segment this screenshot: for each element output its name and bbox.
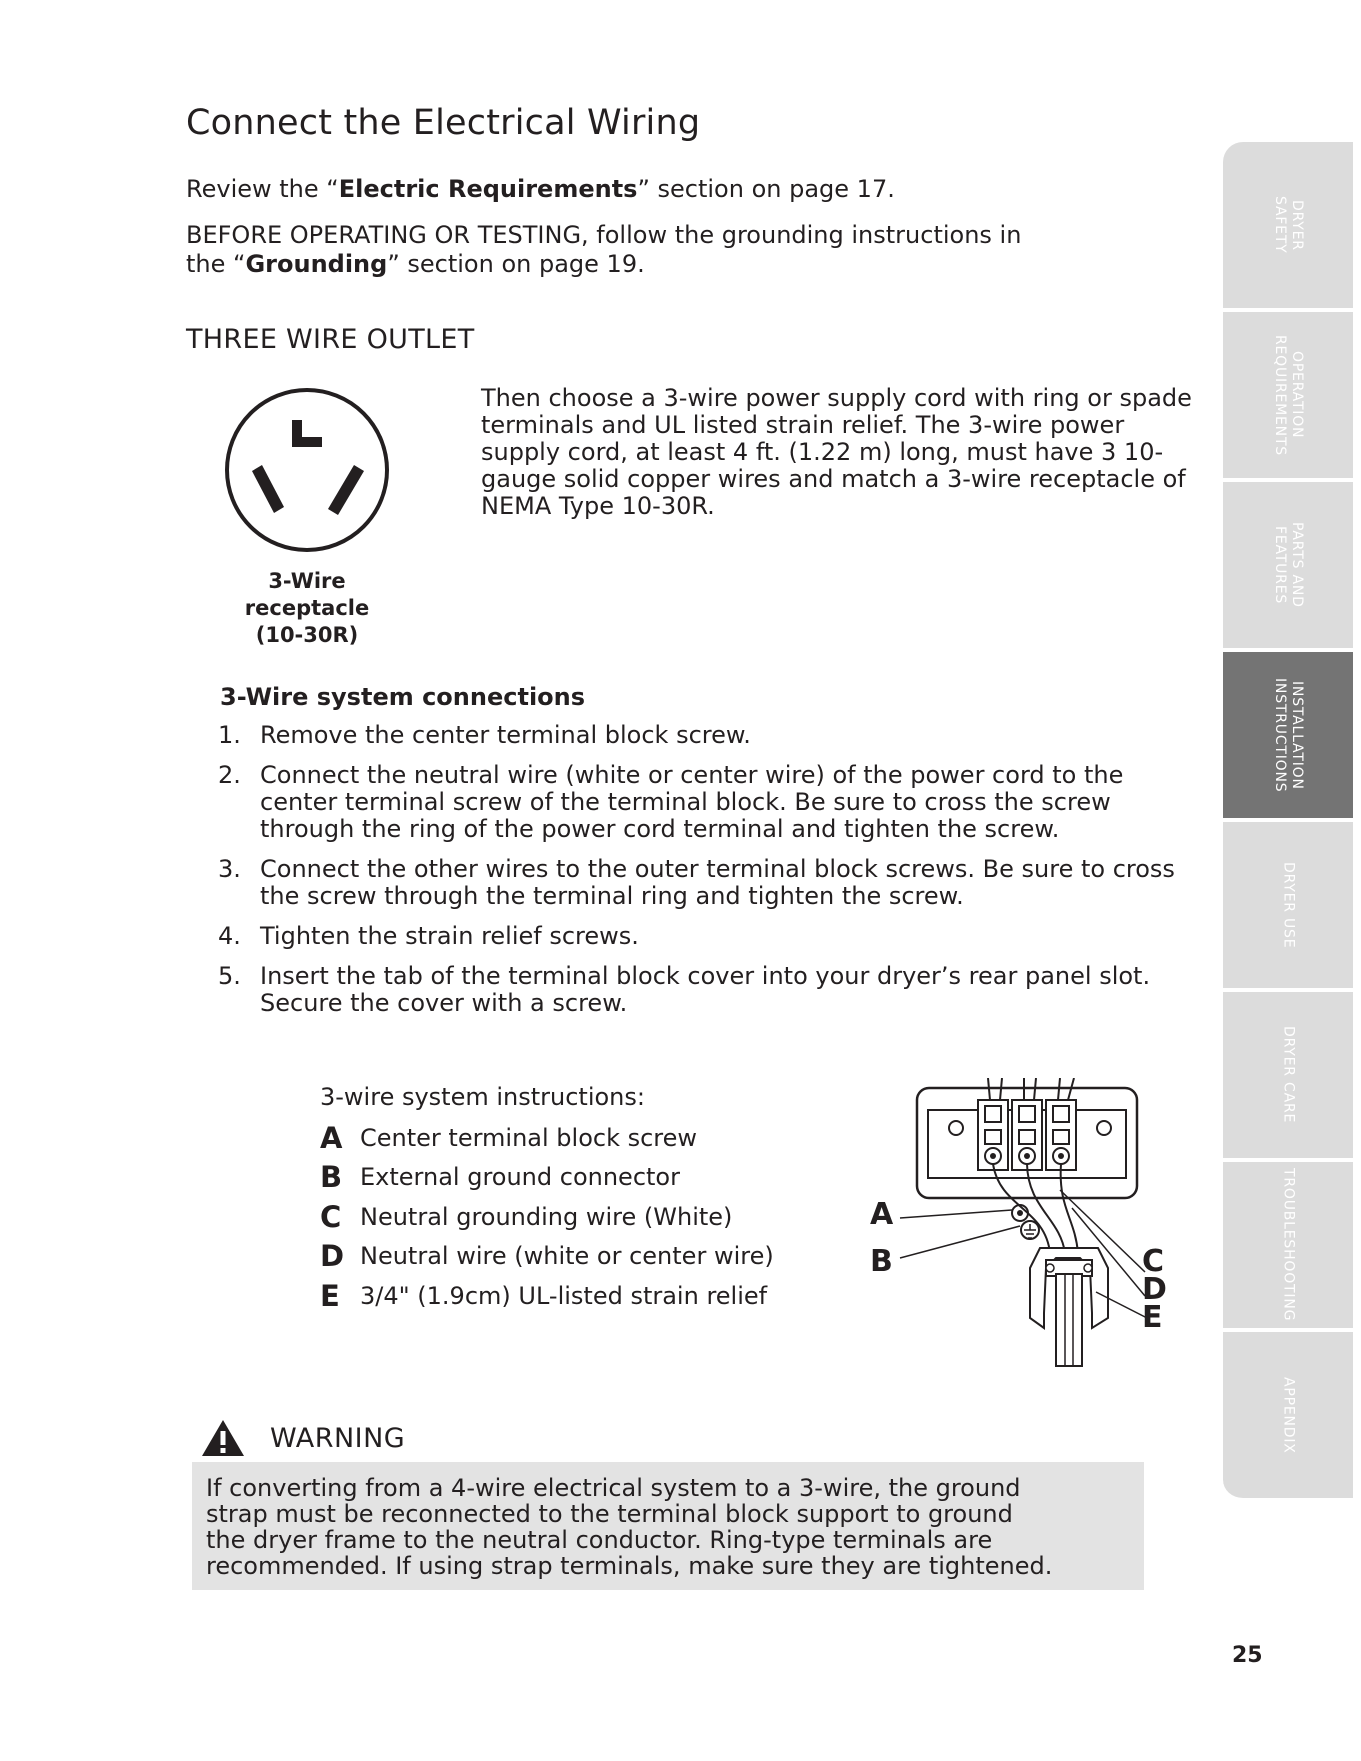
warning-label: WARNING [270,1422,406,1454]
tab-operation-requirements[interactable] [1223,312,1353,480]
legend-item [320,1118,840,1158]
review-text-before: Review the “ [186,175,339,203]
diagram-label-b: B [870,1244,893,1279]
legend-item [320,1237,840,1277]
legend-letter: E [320,1278,340,1313]
step-number: 3. [218,855,241,883]
legend-letter: C [320,1199,342,1234]
tab-dryer-use[interactable] [1223,822,1353,990]
three-wire-receptacle-icon [222,385,392,555]
legend-text: Neutral wire (white or center wire) [360,1242,774,1271]
legend-text: Center terminal block screw [360,1123,698,1152]
tab-label: APPENDIX [1280,1376,1297,1454]
section-tabs [1223,142,1353,1502]
wiring-legend [320,1082,840,1316]
tab-troubleshooting[interactable] [1223,1162,1353,1330]
legend-item [320,1197,840,1237]
step-text: Tighten the strain relief screws. [260,922,639,950]
receptacle-caption [210,568,404,649]
electric-requirements-link: Electric Requirements [338,175,638,203]
diagram-label-e: E [1142,1300,1163,1335]
diagram-label-d: D [1142,1272,1167,1307]
legend-letter: B [320,1160,343,1195]
warning-line: the dryer frame to the neutral conductor. Ring-type terminals are [206,1526,993,1554]
tab-appendix[interactable] [1223,1332,1353,1500]
grounding-ref: Grounding [245,250,388,278]
tab-parts-and-features[interactable] [1223,482,1353,650]
tab-label: TROUBLESHOOTING [1280,1168,1297,1322]
warning-line: recommended. If using strap terminals, make sure they are tightened. [206,1552,1053,1580]
before-operating-line: BEFORE OPERATING OR TESTING, follow the grounding instructions in [186,221,1022,249]
grounding-prefix: the “ [186,250,246,278]
warning-box [192,1462,1144,1590]
terminal-block-diagram [860,1078,1190,1368]
before-operating-paragraph [186,221,1146,279]
list-item [218,762,1198,843]
legend-text: 3/4" (1.9cm) UL-listed strain relief [360,1281,768,1310]
warning-triangle-icon [200,1418,246,1458]
warning-line: If converting from a 4-wire electrical system to a 3-wire, the ground [206,1474,1021,1502]
step-text: Connect the other wires to the outer terminal block screws. Be sure to cross the screw through the terminal ring and tighten the screw. [260,855,1175,910]
three-wire-outlet-heading: THREE WIRE OUTLET [186,324,475,355]
list-item [218,722,1198,749]
page-title: Connect the Electrical Wiring [186,103,701,143]
list-item [218,963,1198,1017]
legend-title: 3-wire system instructions: [320,1083,645,1111]
step-text: Insert the tab of the terminal block cover into your dryer’s rear panel slot. Secure the cover with a screw. [260,962,1151,1017]
tab-dryer-safety[interactable] [1223,142,1353,310]
tab-label: DRYER SAFETY [1272,196,1305,254]
legend-text: External ground connector [360,1163,680,1192]
legend-letter: D [320,1239,345,1274]
diagram-label-c: C [1142,1244,1165,1279]
tab-label: OPERATION REQUIREMENTS [1272,334,1305,456]
grounding-after: ” section on page 19. [387,250,645,278]
step-text: Connect the neutral wire (white or center wire) of the power cord to the center terminal screw of the terminal block. Be sure to cross the screw through the ring of the power cord terminal and tighten the screw. [260,761,1124,843]
review-text-after: ” section on page 17. [637,175,895,203]
step-text: Remove the center terminal block screw. [260,721,751,749]
tab-label: INSTALLATION INSTRUCTIONS [1272,677,1305,793]
warning-header [200,1418,405,1458]
step-number: 4. [218,922,241,950]
caption-line: (10-30R) [255,623,359,647]
tab-label: PARTS AND FEATURES [1272,522,1305,608]
steps-list [218,722,1198,1030]
legend-letter: A [320,1120,343,1155]
legend-text: Neutral grounding wire (White) [360,1202,733,1231]
diagram-label-a: A [870,1197,894,1232]
legend-item [320,1276,840,1316]
legend-item [320,1158,840,1198]
list-item [218,923,1198,950]
step-number: 1. [218,721,241,749]
power-cord-intro: Then choose a 3-wire power supply cord with ring or spade terminals and UL listed strain relief. The 3-wire power supply cord, at least 4 ft. (1.22 m) long, must have 3 10-gauge solid copper wires and match a 3-wire receptacle of NEMA Type 10-30R. [481,384,1192,520]
tab-label: DRYER USE [1280,861,1297,949]
step-number: 2. [218,761,241,789]
tab-installation-instructions[interactable] [1223,652,1353,820]
review-paragraph [186,175,1146,204]
system-connections-heading: 3-Wire system connections [220,683,586,711]
grounding-line [186,250,1146,279]
step-number: 5. [218,962,241,990]
warning-line: strap must be reconnected to the terminal block support to ground [206,1500,1013,1528]
caption-line: 3-Wire [268,569,346,593]
tab-label: DRYER CARE [1280,1026,1297,1124]
caption-line: receptacle [244,596,370,620]
page-number: 25 [1232,1643,1263,1668]
list-item [218,856,1198,910]
tab-dryer-care[interactable] [1223,992,1353,1160]
